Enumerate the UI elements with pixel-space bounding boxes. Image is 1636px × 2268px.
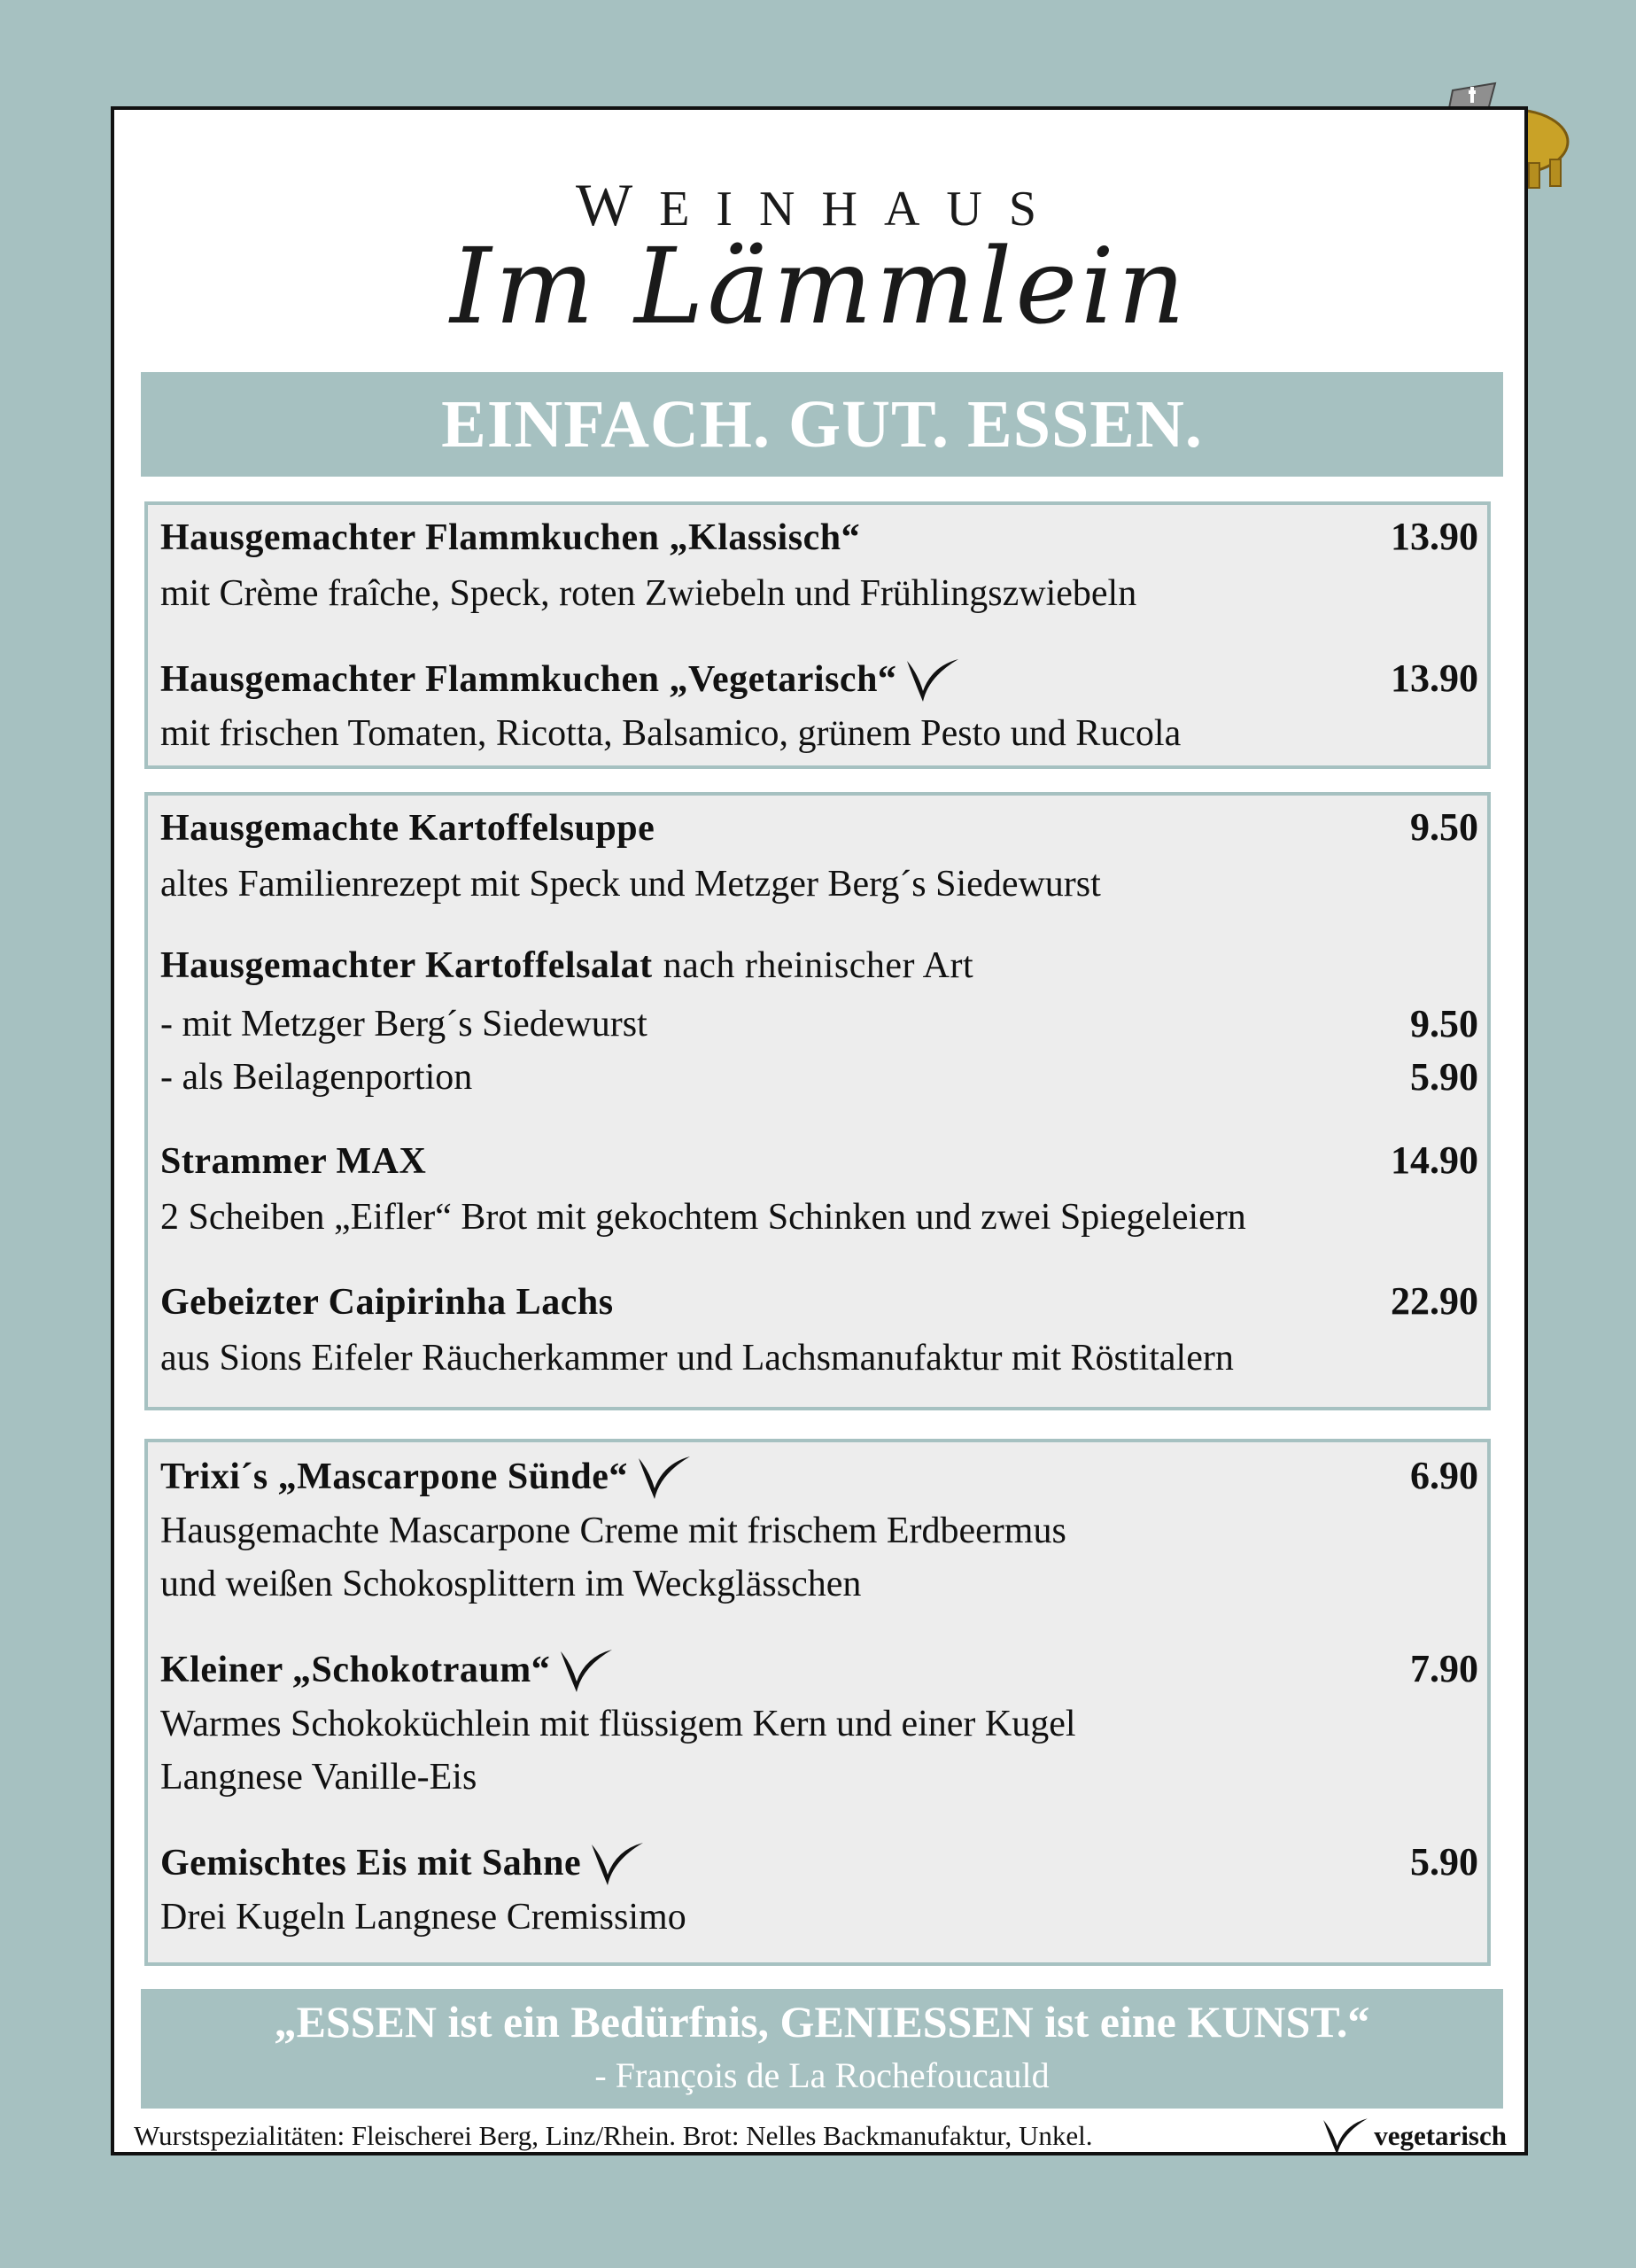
item-description: Langnese Vanille-Eis: [160, 1757, 477, 1798]
item-description: und weißen Schokosplittern im Weckglässchen: [160, 1564, 862, 1604]
item-price: 22.90: [1391, 1279, 1478, 1323]
item-name: Hausgemachte Kartoffelsuppe: [160, 808, 655, 849]
vegetarian-label: vegetarisch: [1374, 2120, 1507, 2151]
vegetarian-leaf-icon: [1319, 2110, 1372, 2162]
quote-author: - François de La Rochefoucauld: [594, 2055, 1050, 2095]
item-description: 2 Scheiben „Eifler“ Brot mit gekochtem Schinken und zwei Spiegeleiern: [160, 1197, 1246, 1238]
item-price: 6.90: [1410, 1454, 1478, 1497]
item-name: Strammer MAX: [160, 1141, 427, 1182]
brand-script-title: Im Lämmlein: [450, 225, 1189, 347]
menu-item: [160, 514, 1478, 620]
item-description: Drei Kugeln Langnese Cremissimo: [160, 1897, 686, 1938]
item-description: aus Sions Eifeler Räucherkammer und Lachsmanufaktur mit Röstitalern: [160, 1338, 1234, 1379]
quote-banner: [141, 1989, 1503, 2109]
option-price: 5.90: [1410, 1055, 1478, 1099]
item-name: Hausgemachter Flammkuchen „Vegetarisch“: [160, 659, 897, 700]
menu-item: [160, 804, 1478, 911]
footer-credits: Wurstspezialitäten: Fleischerei Berg, Linz/Rhein. Brot: Nelles Backmanufaktur, Unkel.: [134, 2120, 1093, 2151]
item-price: 13.90: [1391, 515, 1478, 558]
brand-name: WEINHAUS: [576, 171, 1063, 238]
menu-item: [160, 1278, 1478, 1385]
item-name: Hausgemachter Flammkuchen „Klassisch“: [160, 517, 861, 558]
item-price: 14.90: [1391, 1138, 1478, 1182]
menu-section-savory: [144, 792, 1491, 1410]
item-description: Hausgemachte Mascarpone Creme mit frischem Erdbeermus: [160, 1511, 1066, 1551]
menu-item: [160, 1138, 1478, 1244]
menu-item: [160, 654, 1478, 760]
menu-item: [160, 944, 1478, 1104]
item-description: mit Crème fraîche, Speck, roten Zwiebeln und Frühlingszwiebeln: [160, 573, 1137, 614]
item-name: Gemischtes Eis mit Sahne: [160, 1843, 582, 1884]
item-description: Warmes Schokoküchlein mit flüssigem Kern und einer Kugel: [160, 1704, 1076, 1744]
item-name: Kleiner „Schokotraum“: [160, 1650, 551, 1690]
item-description: mit frischen Tomaten, Ricotta, Balsamico, grünem Pesto und Rucola: [160, 713, 1182, 754]
option-price: 9.50: [1410, 1002, 1478, 1045]
vegetarian-leaf-icon: [902, 654, 964, 705]
item-option: [160, 1051, 1478, 1104]
vegetarian-leaf-icon: [586, 1837, 648, 1889]
slogan-banner: EINFACH. GUT. ESSEN.: [141, 372, 1503, 477]
item-description: altes Familienrezept mit Speck und Metzger Berg´s Siedewurst: [160, 864, 1101, 905]
vegetarian-leaf-icon: [555, 1644, 617, 1696]
item-price: 5.90: [1410, 1840, 1478, 1884]
quote-text: „ESSEN ist ein Bedürfnis, GENIESSEN ist eine KUNST.“: [274, 1997, 1370, 2047]
item-price: 7.90: [1410, 1647, 1478, 1690]
item-name-suffix: nach rheinischer Art: [663, 945, 974, 986]
menu-item: [160, 1644, 1478, 1804]
item-price: 9.50: [1410, 805, 1478, 849]
item-name: Hausgemachter Kartoffelsalat: [160, 945, 653, 986]
menu-section-flammkuchen: [144, 501, 1491, 769]
item-name: Gebeizter Caipirinha Lachs: [160, 1282, 614, 1323]
vegetarian-legend: [1319, 2110, 1507, 2162]
item-option: [160, 998, 1478, 1051]
menu-card: [111, 106, 1528, 2155]
footer: [134, 2114, 1507, 2158]
menu-item: [160, 1837, 1478, 1944]
item-name: Trixi´s „Mascarpone Sünde“: [160, 1456, 628, 1497]
menu-section-desserts: [144, 1439, 1491, 1966]
menu-item: [160, 1451, 1478, 1611]
option-label: - als Beilagenportion: [160, 1057, 473, 1098]
option-label: - mit Metzger Berg´s Siedewurst: [160, 1004, 647, 1045]
item-price: 13.90: [1391, 656, 1478, 700]
vegetarian-leaf-icon: [633, 1451, 695, 1503]
